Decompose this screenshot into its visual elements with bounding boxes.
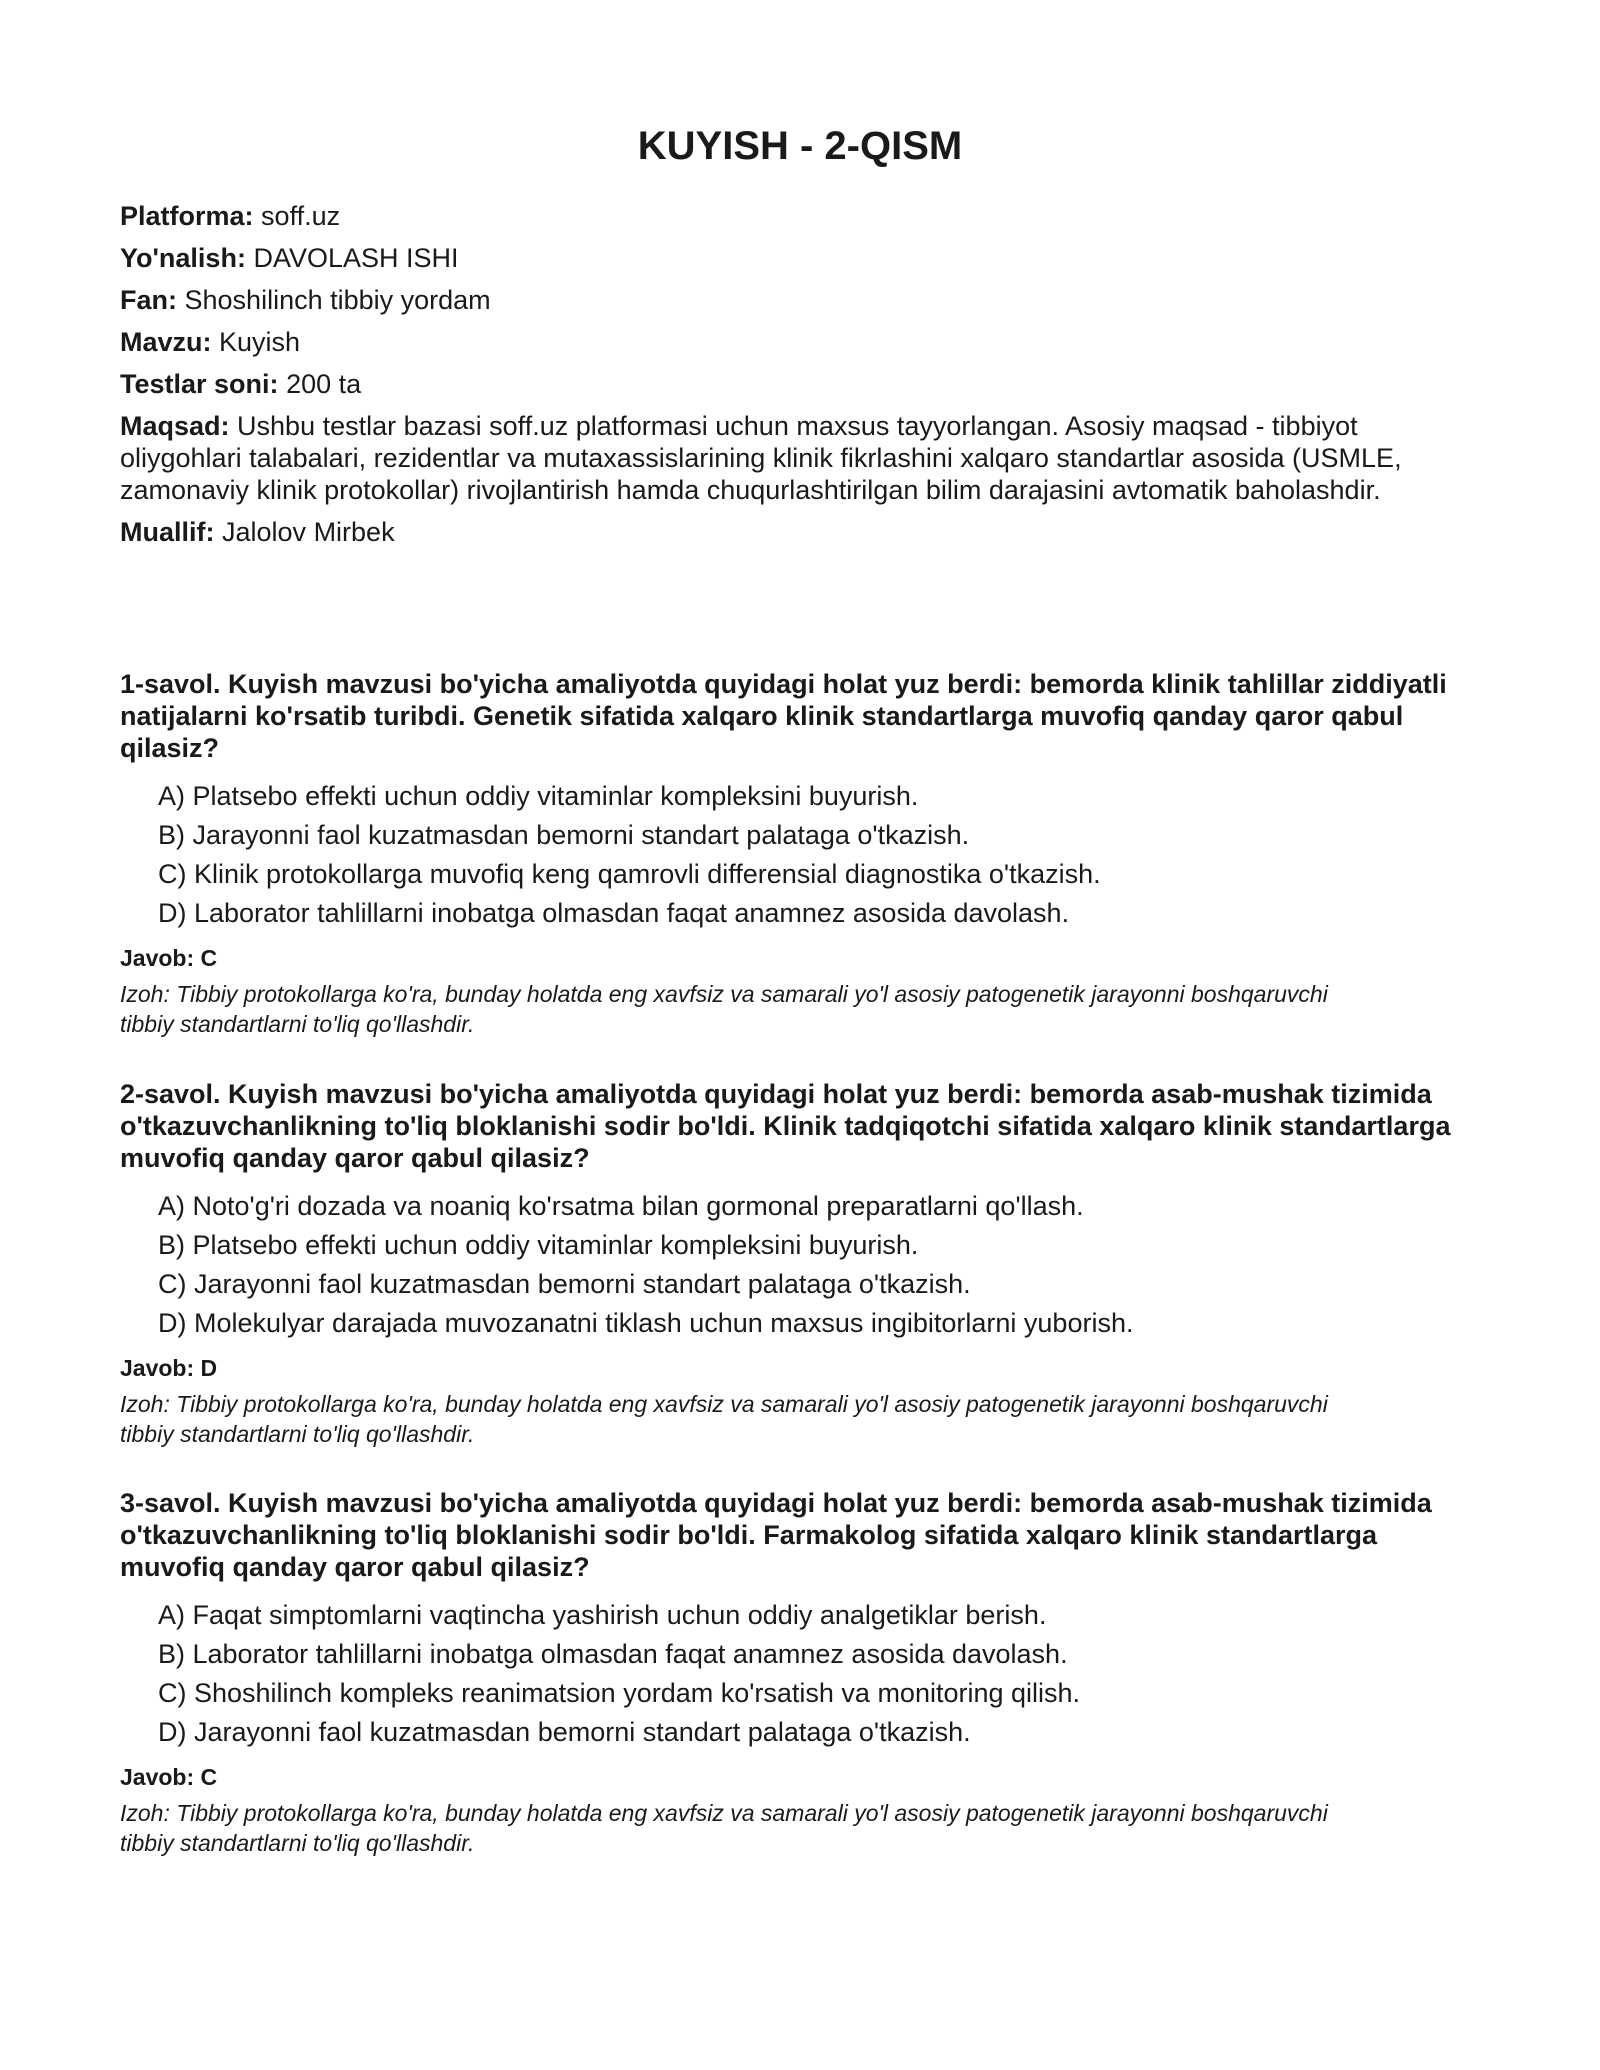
question-text: 3-savol. Kuyish mavzusi bo'yicha amaliyotda quyidagi holat yuz berdi: bemorda asab-mushak tizimida o'tkazuvchanlikning to'liq bloklanishi sodir bo'ldi. Farmakolog sifatida xalqaro klinik standartlarga muvofiq qanday qaror qabul qilasiz?	[120, 1488, 1432, 1582]
meta-label: Fan:	[120, 285, 177, 315]
correct-answer: Javob: C	[120, 1764, 218, 1790]
meta-label: Yo'nalish:	[120, 243, 246, 273]
meta-value: Ushbu testlar bazasi soff.uz platformasi uchun maxsus tayyorlangan. Asosiy maqsad - tibbiyot oliygohlari talabalari, rezidentlar va mutaxassislarining klinik fikrlashini xalqaro standartlar asosida (USMLE, zamonaviy klinik protokollar) rivojlantirish hamda chuqurlashtirilgan bilim darajasini avtomatik baholashdir.	[120, 411, 1402, 505]
answer-explanation: Izoh: Tibbiy protokollarga ko'ra, bunday holatda eng xavfsiz va samarali yo'l asosiy patogenetik jarayonni boshqaruvchi tibbiy standartlarni to'liq qo'llashdir.	[120, 1800, 1328, 1856]
answer-options	[120, 780, 1480, 929]
meta-topic	[120, 326, 1460, 358]
question-text: 2-savol. Kuyish mavzusi bo'yicha amaliyotda quyidagi holat yuz berdi: bemorda asab-mushak tizimida o'tkazuvchanlikning to'liq bloklanishi sodir bo'ldi. Klinik tadqiqotchi sifatida xalqaro klinik standartlarga muvofiq qanday qaror qabul qilasiz?	[120, 1079, 1451, 1173]
answer-options	[120, 1190, 1480, 1339]
answer-explanation: Izoh: Tibbiy protokollarga ko'ra, bunday holatda eng xavfsiz va samarali yo'l asosiy patogenetik jarayonni boshqaruvchi tibbiy standartlarni to'liq qo'llashdir.	[120, 1391, 1328, 1447]
correct-answer: Javob: C	[120, 945, 218, 971]
document-metadata	[120, 200, 1460, 558]
meta-value: soff.uz	[261, 201, 341, 231]
option-d: D) Laborator tahlillarni inobatga olmasdan faqat anamnez asosida davolash.	[158, 898, 1070, 928]
meta-value: Jalolov Mirbek	[222, 517, 395, 547]
meta-value: Shoshilinch tibbiy yordam	[184, 285, 491, 315]
question-1	[120, 668, 1480, 1039]
meta-label: Platforma:	[120, 201, 254, 231]
option-b: B) Laborator tahlillarni inobatga olmasdan faqat anamnez asosida davolash.	[158, 1639, 1068, 1669]
option-a: A) Platsebo effekti uchun oddiy vitaminlar kompleksini buyurish.	[158, 781, 919, 811]
option-b: B) Jarayonni faol kuzatmasdan bemorni standart palataga o'tkazish.	[158, 820, 970, 850]
meta-test-count	[120, 368, 1460, 400]
meta-purpose	[120, 410, 1460, 506]
document-title: KUYISH - 2-QISM	[637, 124, 963, 168]
meta-label: Muallif:	[120, 517, 215, 547]
option-b: B) Platsebo effekti uchun oddiy vitaminlar kompleksini buyurish.	[158, 1230, 919, 1260]
meta-value: DAVOLASH ISHI	[253, 243, 459, 273]
option-d: D) Molekulyar darajada muvozanatni tiklash uchun maxsus ingibitorlarni yuborish.	[158, 1308, 1134, 1338]
meta-subject	[120, 284, 1460, 316]
meta-label: Maqsad:	[120, 411, 230, 441]
correct-answer: Javob: D	[120, 1355, 218, 1381]
option-c: C) Jarayonni faol kuzatmasdan bemorni standart palataga o'tkazish.	[158, 1269, 971, 1299]
question-3	[120, 1487, 1480, 1858]
answer-options	[120, 1599, 1480, 1748]
meta-platform	[120, 200, 1460, 232]
meta-author	[120, 516, 1460, 548]
option-a: A) Noto'g'ri dozada va noaniq ko'rsatma bilan gormonal preparatlarni qo'llash.	[158, 1191, 1084, 1221]
meta-direction	[120, 242, 1460, 274]
option-a: A) Faqat simptomlarni vaqtincha yashirish uchun oddiy analgetiklar berish.	[158, 1600, 1047, 1630]
answer-explanation: Izoh: Tibbiy protokollarga ko'ra, bunday holatda eng xavfsiz va samarali yo'l asosiy patogenetik jarayonni boshqaruvchi tibbiy standartlarni to'liq qo'llashdir.	[120, 981, 1328, 1037]
meta-label: Testlar soni:	[120, 369, 279, 399]
meta-label: Mavzu:	[120, 327, 212, 357]
meta-value: 200 ta	[286, 369, 362, 399]
option-d: D) Jarayonni faol kuzatmasdan bemorni standart palataga o'tkazish.	[158, 1717, 971, 1747]
option-c: C) Shoshilinch kompleks reanimatsion yordam ko'rsatish va monitoring qilish.	[158, 1678, 1081, 1708]
question-text: 1-savol. Kuyish mavzusi bo'yicha amaliyotda quyidagi holat yuz berdi: bemorda klinik tahlillar ziddiyatli natijalarni ko'rsatib turibdi. Genetik sifatida xalqaro klinik standartlarga muvofiq qanday qaror qabul qilasiz?	[120, 669, 1447, 763]
meta-value: Kuyish	[219, 327, 301, 357]
option-c: C) Klinik protokollarga muvofiq keng qamrovli differensial diagnostika o'tkazish.	[158, 859, 1101, 889]
question-2	[120, 1078, 1480, 1449]
